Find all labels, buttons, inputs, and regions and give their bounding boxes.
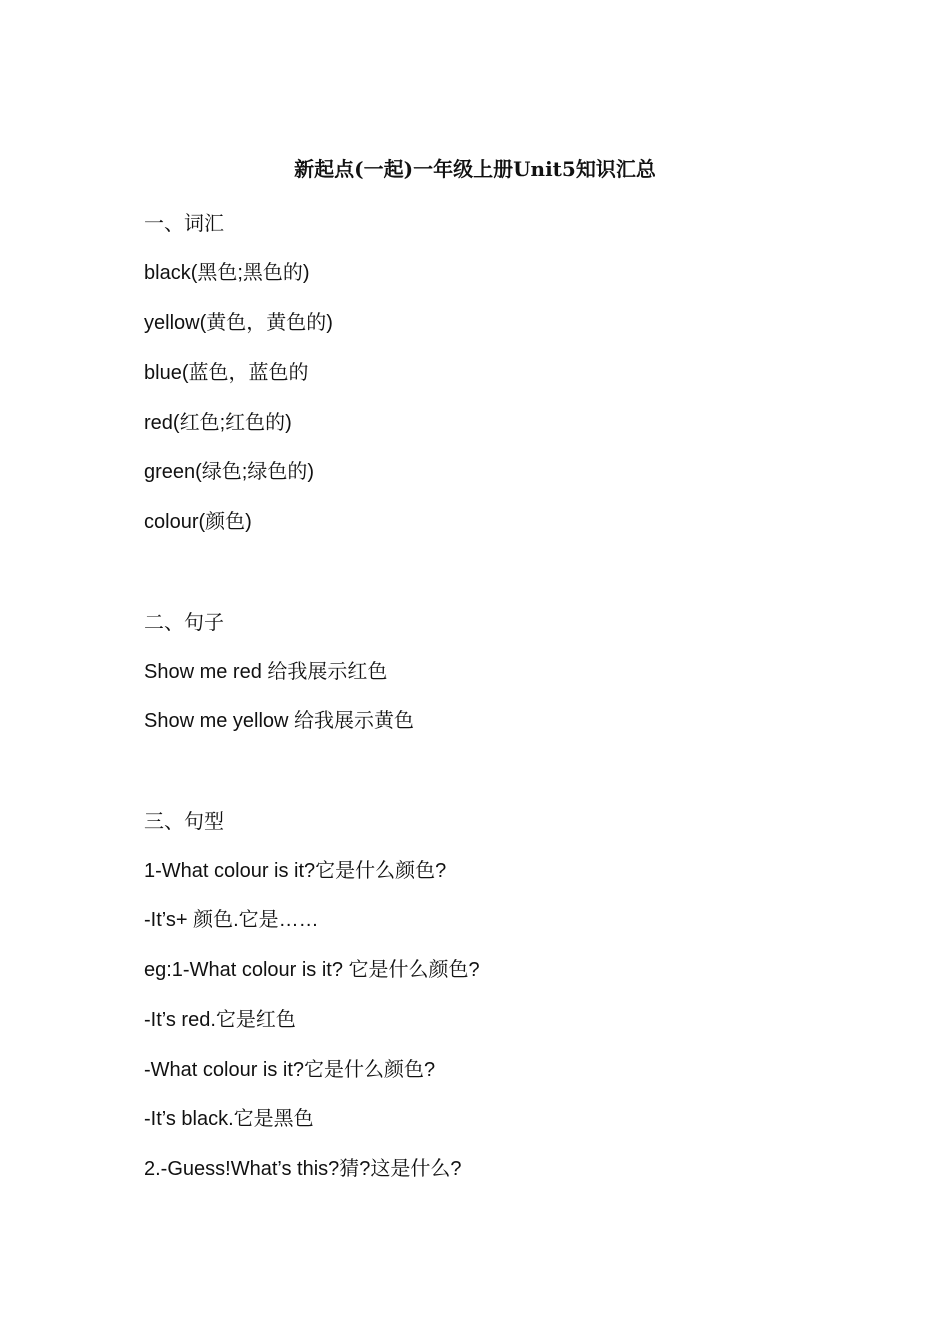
section-heading-sentences: 二、句子 bbox=[144, 610, 224, 634]
vocab-line-black: black(黑色;黑色的) bbox=[144, 262, 310, 284]
document-title: 新起点(一起)一年级上册Unit5知识汇总 bbox=[294, 157, 656, 181]
pattern-line: -What colour is it?它是什么颜色? bbox=[144, 1059, 436, 1081]
vocab-line-yellow: yellow(黄色，黄色的) bbox=[144, 312, 333, 334]
vocab-line-blue: blue(蓝色，蓝色的 bbox=[144, 362, 309, 384]
sentence-line-show-yellow: Show me yellow 给我展示黄色 bbox=[144, 710, 415, 732]
pattern-line: 2.-Guess!What’s this?猜?这是什么? bbox=[144, 1158, 462, 1180]
vocab-line-green: green(绿色;绿色的) bbox=[144, 461, 315, 483]
pattern-line: 1-What colour is it?它是什么颜色? bbox=[144, 860, 447, 882]
section-heading-patterns: 三、句型 bbox=[144, 809, 224, 833]
pattern-line: eg:1-What colour is it? 它是什么颜色? bbox=[144, 959, 480, 981]
pattern-line: -It’s red.它是红色 bbox=[144, 1009, 296, 1031]
pattern-line: -It’s+ 颜色.它是…… bbox=[144, 909, 319, 931]
vocab-line-colour: colour(颜色) bbox=[144, 511, 252, 533]
pattern-line: -It’s black.它是黑色 bbox=[144, 1108, 314, 1130]
vocab-line-red: red(红色;红色的) bbox=[144, 412, 292, 434]
sentence-line-show-red: Show me red 给我展示红色 bbox=[144, 661, 388, 683]
section-heading-vocabulary: 一、词汇 bbox=[144, 211, 224, 235]
